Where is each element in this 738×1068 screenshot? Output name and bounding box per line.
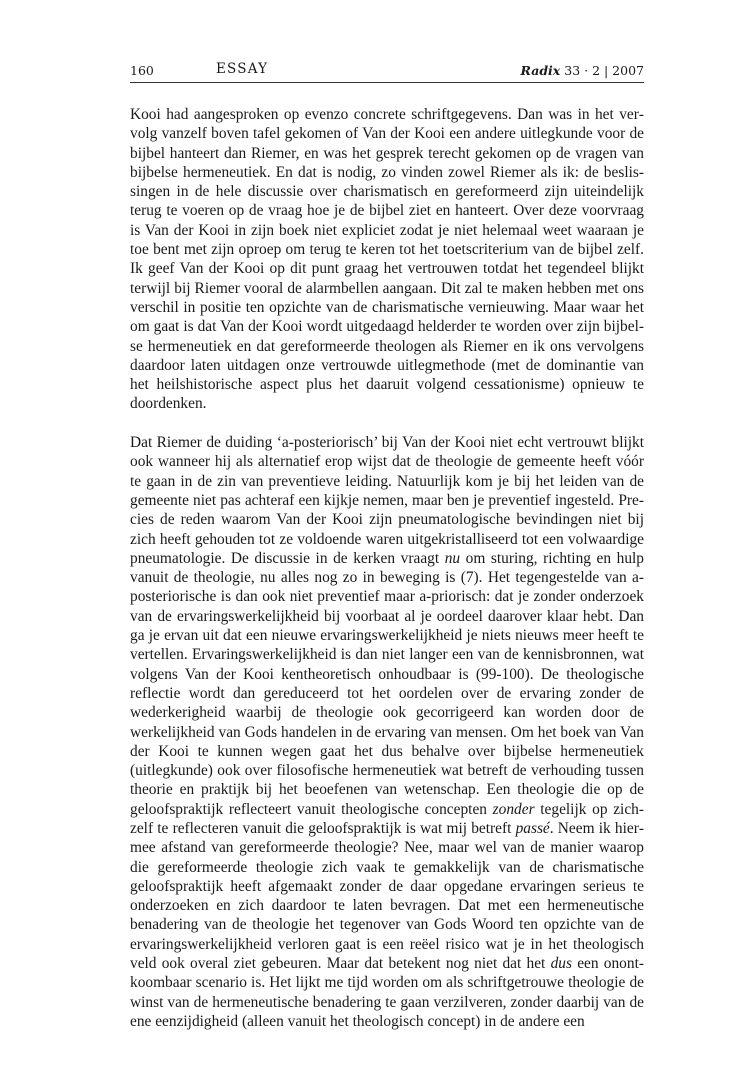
running-header <box>130 60 644 83</box>
paragraph-text: om sturing, richting en hulp vanuit de theologie, nu alles nog zo in beweging is (7). Het tegengestelde van a-posteriorische is dan ook niet preventief maar a-priorisch: dat je zonder onderzoek van de ervaringswerkelijkheid bij voorbaat al je oordeel daarover klaar hebt. Dan ga je ervan uit dat een nieuwe ervaringswerkelijkheid je niets nieuws meer heeft te vertellen. Ervaringswerkelijkheid is dan niet langer een van de kennisbronnen, wat volgens Van der Kooi kentheoretisch onhoudbaar is (99-100). De theologische reflectie wordt dan gereduceerd tot het oordelen over de ervaring zonder de wederkerigheid waarbij de theologie ook gecorrigeerd kan worden door de werkelijkheid van Gods handelen in de ervaring van mensen. Om het boek van Van der Kooi te kunnen wegen gaat het dus behalve over bijbelse hermeneutiek (uitlegkunde) ook over filosofische hermeneutiek wat betreft de verhouding tussen theorie en praktijk bij het beoefenen van wetenschap. Een theologie die op de geloofspraktijk reflecteert vanuit theologische concepten <box>130 549 645 818</box>
journal-name: Radix <box>520 63 561 78</box>
emphasized-text: passé <box>515 819 550 837</box>
paragraph-text: . Neem ik hiermee afstand van gereformeerde theologie? Nee, maar wel van de manier waarop die gereformeerde theologie zich vaak te gemakkelijk van de charismatische geloofspraktijk heeft afgemaakt zonder de daar opgedane ervaringen serieus te onderzoeken en zich daardoor te laten bevragen. Dat met een hermeneutische benadering van de theologie het tegenover van Gods Woord ten opzichte van de ervaringswerkelijkheid verloren gaat is een reëel risico wat je in het theologisch veld ook overal ziet gebeuren. Maar dat betekent nog niet dat het <box>130 819 644 973</box>
journal-info <box>521 63 644 78</box>
paragraph-text: Dat Riemer de duiding ‘a-posteriorisch’ bij Van der Kooi niet echt vertrouwt blijkt ook wanneer hij als alternatief erop wijst dat de theologie de gemeente heeft vóór te gaan in de zin van preventieve leiding. Natuurlijk kom je bij het leiden van de gemeente niet pas achteraf een kijkje nemen, maar ben je preventief ingesteld. Precies de reden waarom Van der Kooi zijn pneumatologische bevindingen niet bij zich heeft gehouden tot ze voldoende waren uitgekristalliseerd tot een volwaardige pneumatologie. De discussie in de kerken vraagt <box>130 434 644 567</box>
page-number: 160 <box>130 63 154 78</box>
body-paragraph <box>130 105 644 414</box>
article-body <box>130 105 644 1031</box>
journal-issue: 33 · 2 | 2007 <box>564 63 644 78</box>
paragraph-text: Kooi had aangesproken op evenzo concrete schriftgegevens. Dan was in het vervolg vanzelf boven tafel gekomen of Van der Kooi een andere uitlegkunde voor de bijbel hanteert dan Riemer, en was het gesprek terecht gekomen op de vragen van bijbelse hermeneutiek. En dat is nodig, zo vinden zowel Riemer als ik: de beslissingen in de hele discussie over charismatisch en gereformeerd zijn uiteindelijk terug te voeren op de vraag hoe je de bijbel ziet en hanteert. Over deze voorvraag is Van der Kooi in zijn boek niet expliciet zodat je niet helemaal weet waaraan je toe bent met zijn oproep om terug te keren tot het toetscriterium van de bijbel zelf. Ik geef Van der Kooi op dit punt graag het vertrouwen totdat het tegendeel blijkt terwijl bij Riemer vooral de alarmbellen aangaan. Dit zal te maken hebben met ons verschil in positie ten opzichte van de charismatische vernieuwing. Maar waar het om gaat is dat Van der Kooi wordt uitgedaagd helderder te worden over zijn bijbelse hermeneutiek en dat gereformeerde theologen als Riemer en ik ons vervolgens daardoor laten uitdagen onze vertrouwde uitlegmethode (met de dominantie van het heilshistorische aspect plus het daaruit volgend cessationisme) opnieuw te doordenken. <box>130 106 644 413</box>
emphasized-text: nu <box>444 549 461 567</box>
section-label: ESSAY <box>216 61 269 77</box>
paragraph-text: een onontkoombaar scenario is. Het lijkt me tijd worden om als schriftgetrouwe theologie de winst van de hermeneutische benadering te gaan verzilveren, zonder daarbij van de ene eenzijdigheid (alleen vanuit het theologisch concept) in de andere een <box>130 955 644 1030</box>
paragraph-text: tegelijk op zichzelf te reflecteren vanuit die geloofspraktijk is wat mij betreft <box>130 800 644 837</box>
emphasized-text: dus <box>550 955 572 973</box>
body-paragraph <box>130 433 644 1031</box>
emphasized-text: zonder <box>492 800 535 818</box>
